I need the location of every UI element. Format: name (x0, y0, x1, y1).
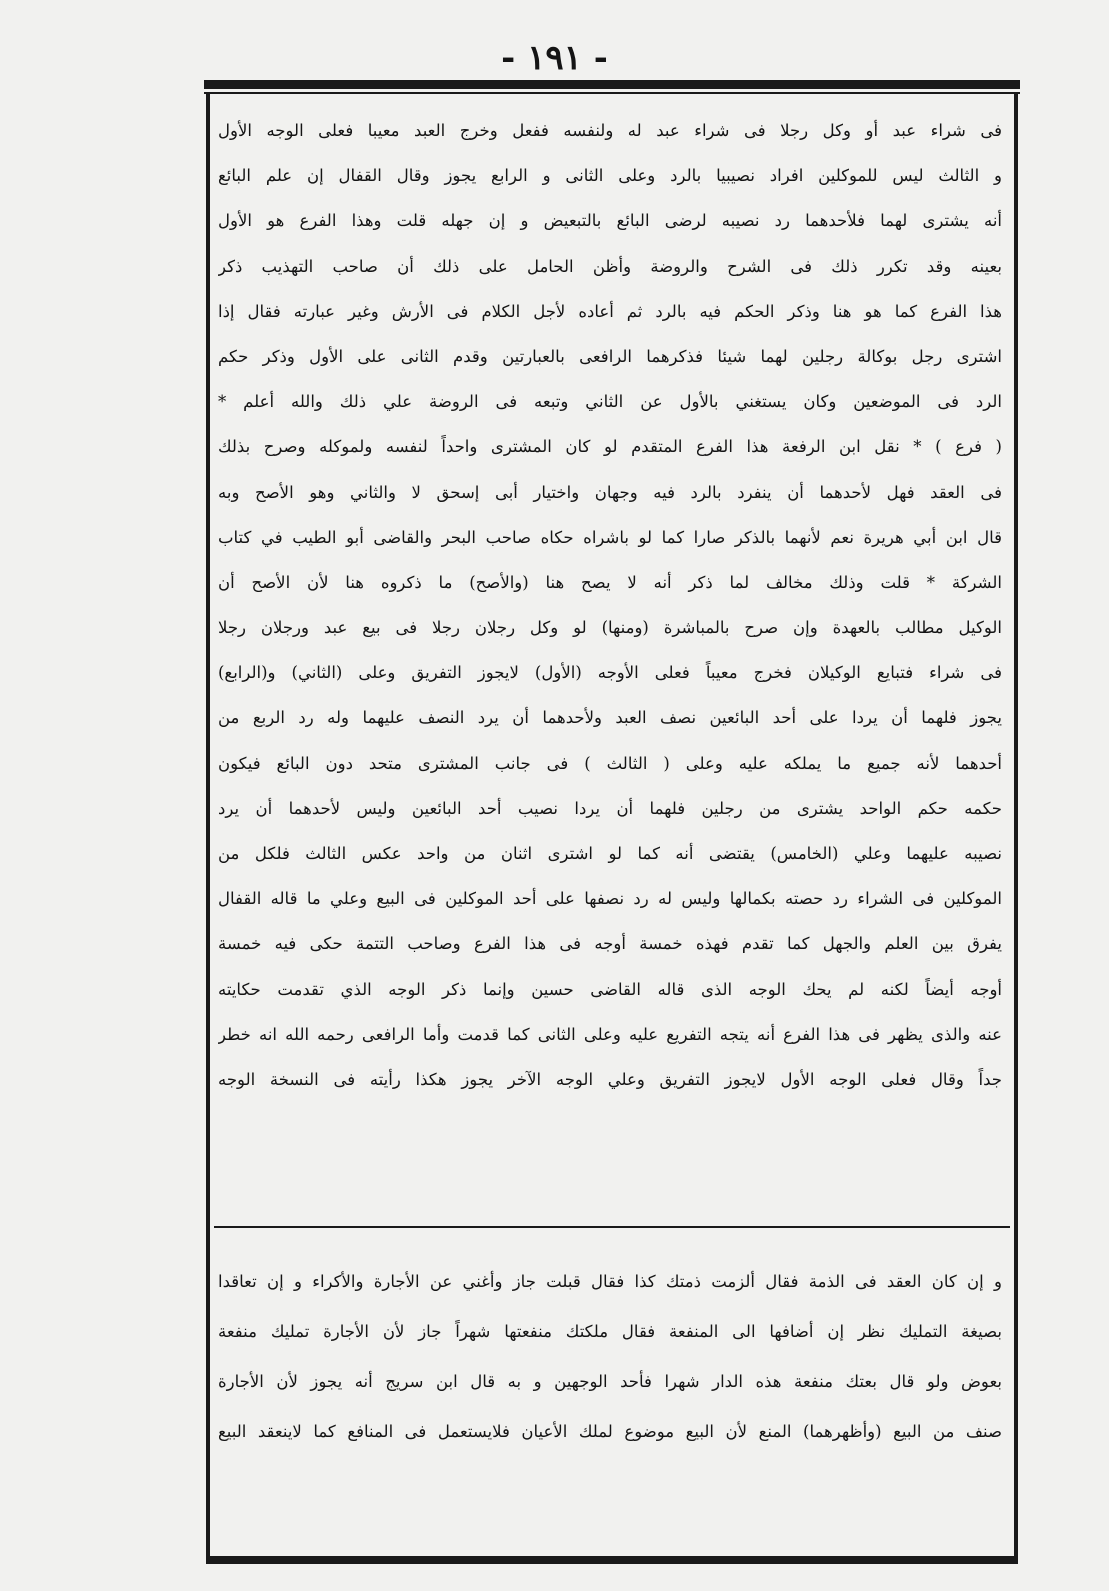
main-line: فى العقد فهل لأحدهما أن ينفرد بالرد فيه وجهان واختيار أبى إسحق لا والثاني وهو الأصح وبه (218, 482, 1002, 502)
footnote-line: و إن كان العقد فى الذمة فقال ألزمت ذمتك كذا فقال قبلت جاز وأغني عن الأجارة والأكراء و إن تعاقدا (218, 1272, 1002, 1291)
main-line: الشركة * قلت وذلك مخالف لما ذكر أنه لا يصح هنا (والأصح) ما ذكروه هنا لأن الأصح أن (218, 572, 1002, 592)
frame-right-border (1014, 94, 1018, 1564)
main-line: قال ابن أبي هريرة نعم لأنهما بالذكر صارا كما لو باشراه حكاه صاحب البحر والقاضى أبو الطيب في كتاب (218, 527, 1002, 547)
footnote-line: بصيغة التمليك نظر إن أضافها الى المنفعة فقال ملكتك منفعتها شهراً جاز لأن الأجارة تمليك منفعة (218, 1322, 1002, 1341)
main-line: اشترى رجل بوكالة رجلين لهما شيئا فذكرهما الرافعى بالعبارتين وقدم الثانى على الأول وذكر حكم (218, 346, 1002, 366)
main-line: جداً وقال فعلى الوجه الأول لايجوز التفريق وعلي الوجه الآخر يجوز هكذا رأيته فى النسخة الوجه (218, 1069, 1002, 1089)
main-text-body (218, 108, 1002, 1102)
footnote-text-body (218, 1257, 1002, 1457)
frame-left-border (206, 94, 210, 1564)
main-line: أنه يشترى لهما فلأحدهما رد نصيبه لرضى البائع بالتبعيض و إن جهله قلت وهذا الفرع هو الأول (218, 211, 1002, 231)
main-line: الموكلين فى الشراء رد حصته بكمالها وليس له رد نصفها على أحد الموكلين فى البيع وعلي ما قاله القفال (218, 889, 1002, 909)
top-rule-thin (204, 92, 1020, 94)
main-line: هذا الفرع كما هو هنا وذكر الحكم فيه بالرد ثم أعاده لأجل الكلام فى الأرش وغير عبارته فقال إذا (218, 301, 1002, 321)
main-line: نصيبه عليهما وعلي (الخامس) يقتضى أنه كما لو اشترى اثنان من واحد عكس الثالث فلكل من (218, 844, 1002, 863)
footnote-separator (214, 1226, 1010, 1228)
main-line: أوجه أيضاً لكنه لم يحك الوجه الذى قاله القاضى حسين وإنما ذكر الوجه الذي تقدمت حكايته (218, 979, 1002, 999)
main-line: أحدهما لأنه جميع ما يملكه عليه وعلى ( الثالث ) فى جانب المشترى متحد دون البائع فيكون (218, 753, 1002, 773)
main-line: فى شراء فتبايع الوكيلان فخرج معيباً فعلى الأوجه (الأول) لايجوز التفريق وعلى (الثاني) و(الرابع) (218, 663, 1002, 683)
main-line: يجوز فلهما أن يردا على أحد البائعين نصف العبد ولأحدهما أن يرد النصف عليهما وله رد الربع من (218, 708, 1002, 728)
footnote-line: صنف من البيع (وأظهرهما) المنع لأن البيع موضوع لملك الأعيان فلايستعمل فى المنافع كما لاينعقد البيع (218, 1422, 1002, 1441)
main-line: يفرق بين العلم والجهل كما تقدم فهذه خمسة أوجه فى هذا الفرع وصاحب التتمة حكى فيه خمسة (218, 934, 1002, 954)
main-line: الرد فى الموضعين وكان يستغني بالأول عن الثاني وتبعه فى الروضة علي ذلك والله أعلم * (218, 392, 1002, 412)
footnote-line: بعوض ولو قال بعتك منفعة هذه الدار شهرا فأحد الوجهين و به قال ابن سريج أنه يجوز لأن الأجارة (218, 1372, 1002, 1391)
page-number: - ١٩١ - (501, 38, 608, 78)
main-line: و الثالث ليس للموكلين افراد نصيبيا بالرد وعلى الثانى و الرابع يجوز وقال القفال إن علم البائع (218, 166, 1002, 186)
top-rule-thick (204, 80, 1020, 89)
main-line: الوكيل مطالب بالعهدة وإن صرح بالمباشرة (ومنها) لو وكل رجلان رجلا فى بيع عبد ورجلان رجلا (218, 618, 1002, 638)
main-line: عنه والذى يظهر فى هذا الفرع أنه يتجه التفريع عليه وعلى الثانى كما قدمت وأما الرافعى رحمه الله انه خطر (218, 1024, 1002, 1044)
main-line: بعينه وقد تكرر ذلك فى الشرح والروضة وأظن الحامل على ذلك أن صاحب التهذيب ذكر (218, 256, 1002, 276)
bottom-rule (206, 1556, 1018, 1564)
main-line: ( فرع ) * نقل ابن الرفعة هذا الفرع المتقدم لو كان المشترى واحداً لنفسه ولموكله وصرح بذلك (218, 437, 1002, 457)
main-line: فى شراء عبد أو وكل رجلا فى شراء عبد له ولنفسه ففعل وخرج العبد معيبا فعلى الوجه الأول (218, 121, 1002, 140)
main-line: حكمه حكم الواحد يشترى من رجلين فلهما أن يردا نصيب أحد البائعين وليس لأحدهما أن يرد (218, 798, 1002, 818)
